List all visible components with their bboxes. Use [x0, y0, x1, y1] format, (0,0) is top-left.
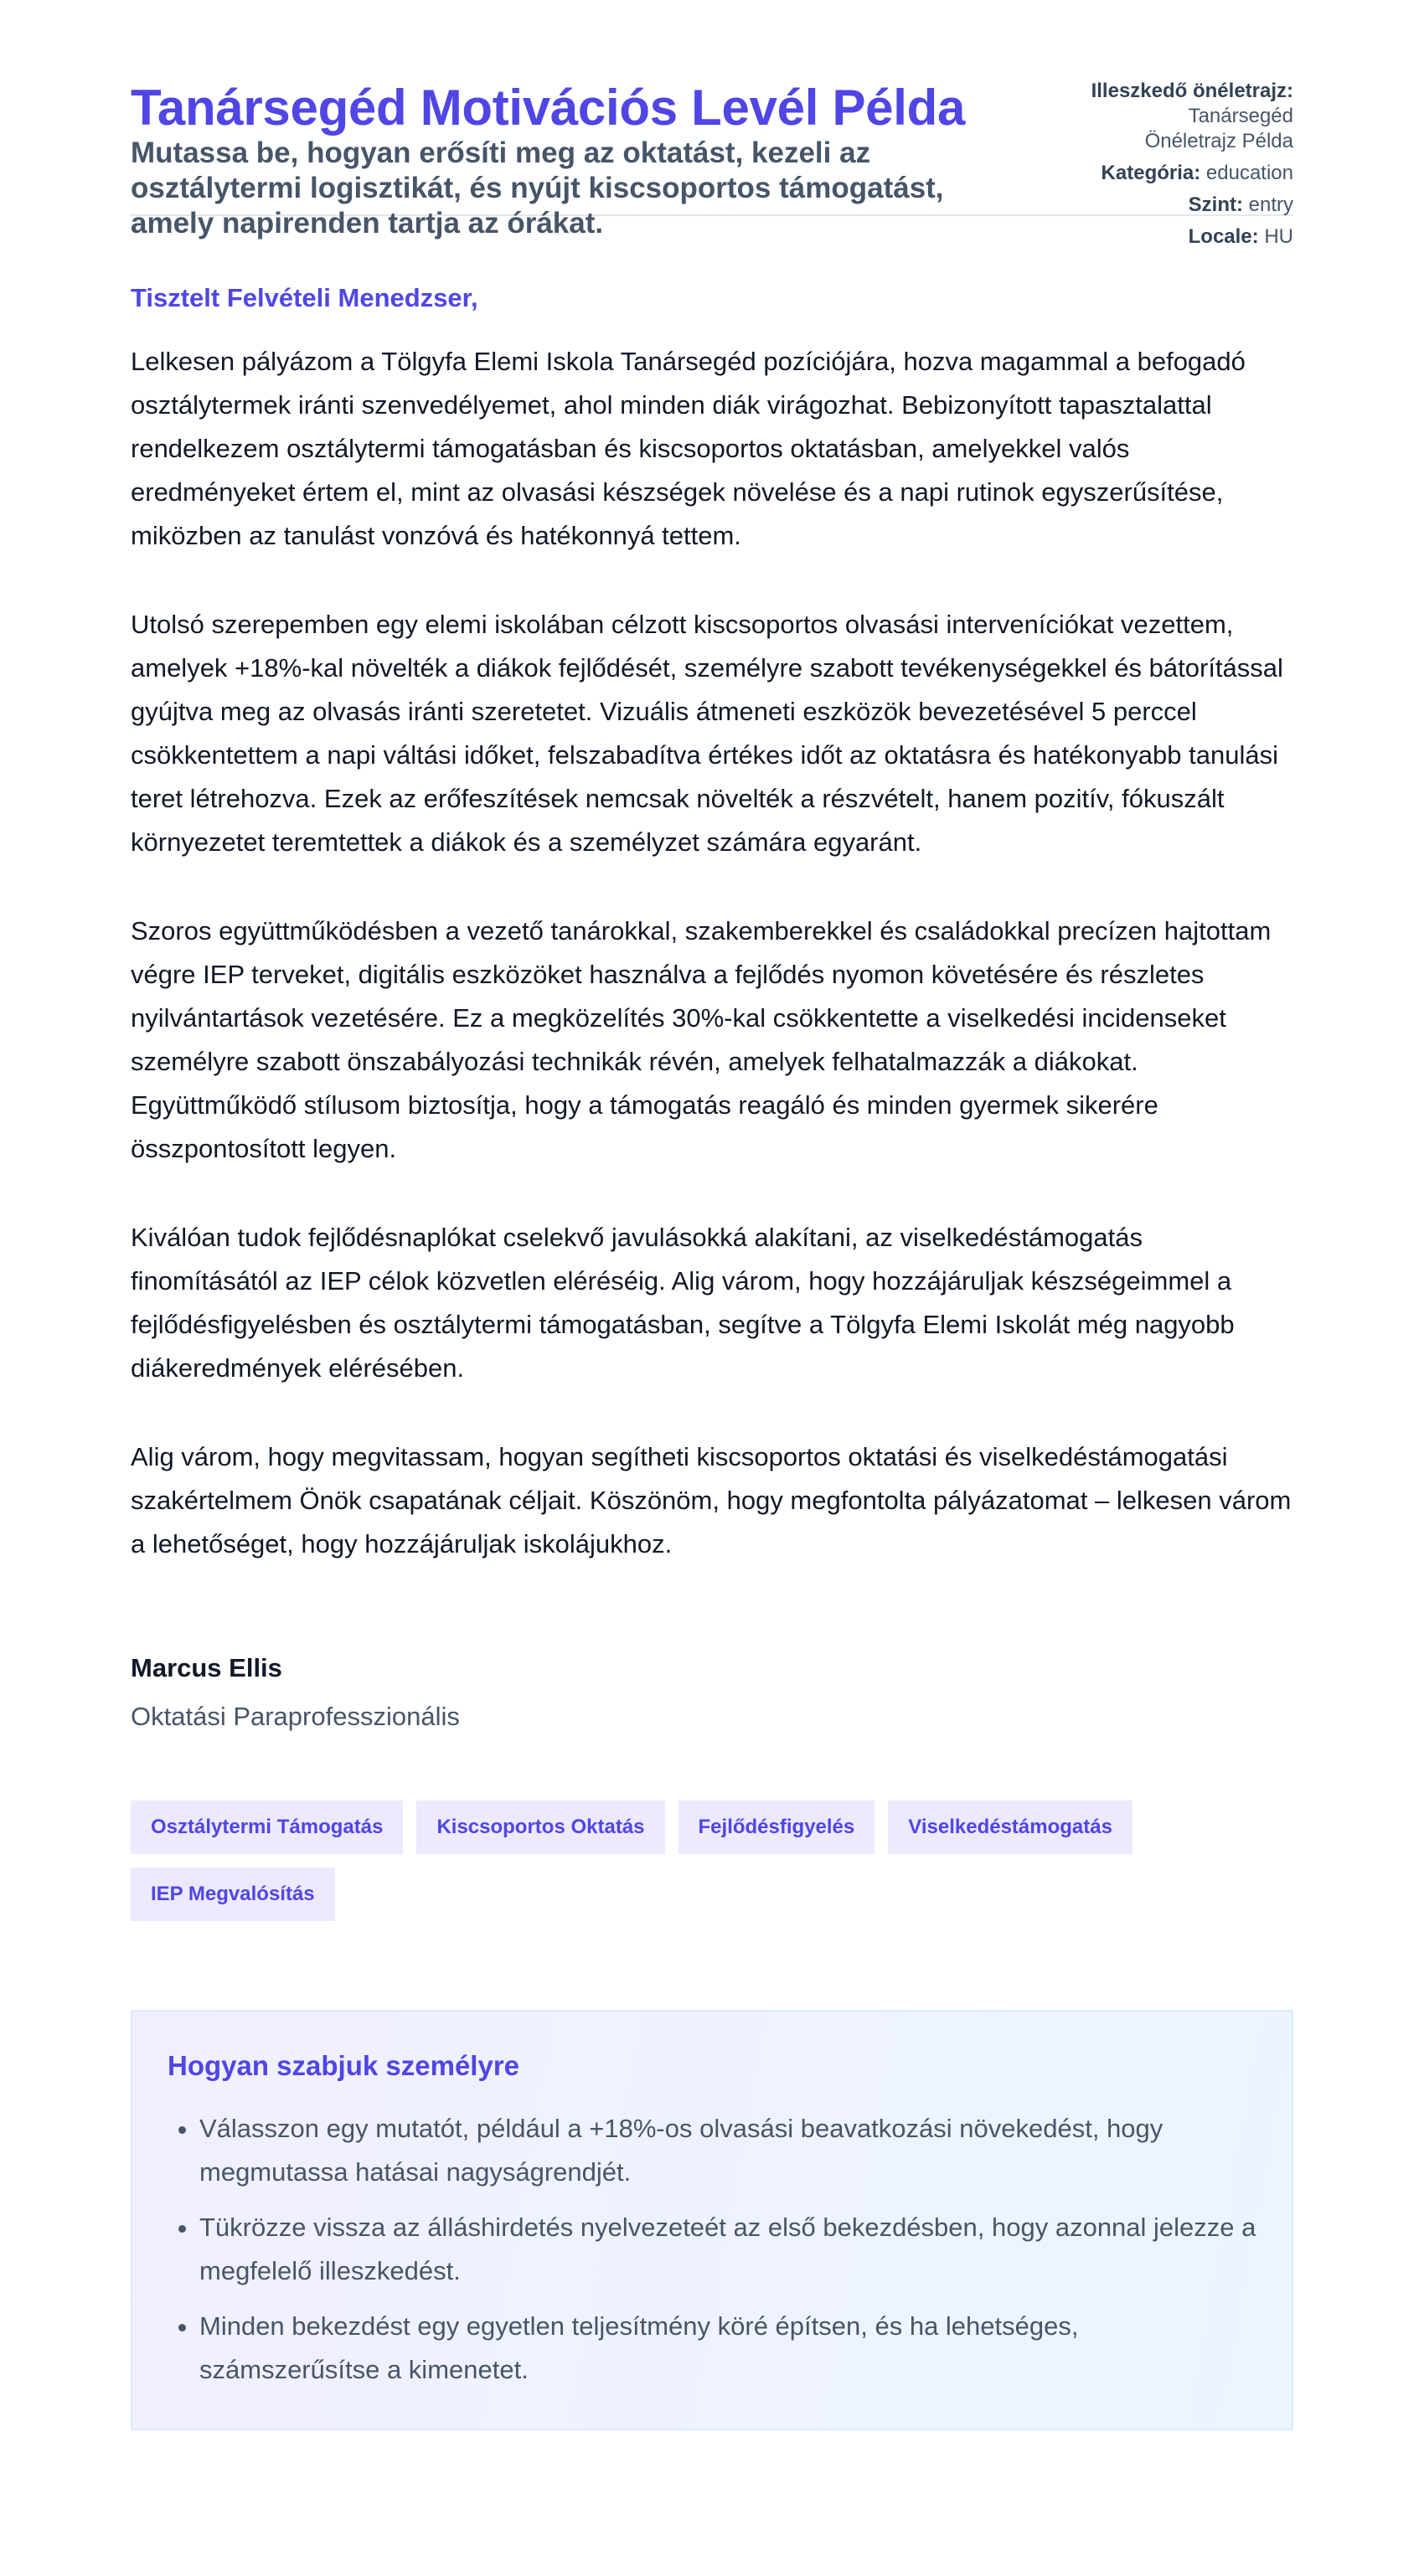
customization-tips — [131, 2010, 1293, 2430]
meta-category-value: education — [1205, 162, 1293, 184]
meta-resume — [958, 79, 1293, 154]
meta-panel — [958, 79, 1293, 256]
page-header — [131, 0, 1293, 248]
meta-category-label: Kategória: — [1101, 162, 1201, 184]
signature-block — [131, 1651, 1293, 1734]
page-title: Tanársegéd Motivációs Levél Példa — [131, 80, 966, 136]
letter-paragraph: Lelkesen pályázom a Tölgyfa Elemi Iskola Tanársegéd pozíciójára, hozva magammal a befogadó osztálytermek iránti szenvedélyemet, ahol minden diák virágozhat. Bebizonyított tapasztalattal rendelkezem osztálytermi támogatásban és kiscsoportos oktatásban, amelyekkel valós eredményeket értem el, mint az olvasási készségek növelése és a napi rutinok egyszerűsítése, miközben az tanulást vonzóvá és hatékonnyá tettem. — [131, 347, 1246, 550]
meta-locale-value: HU — [1264, 225, 1293, 248]
skill-tag: Kiscsoportos Oktatás — [416, 1801, 664, 1854]
meta-category — [958, 161, 1293, 186]
meta-resume-label: Illeszkedő önéletrajz: — [1091, 80, 1293, 102]
meta-level-label: Szint: — [1188, 193, 1243, 216]
skill-tag: Fejlődésfigyelés — [678, 1801, 875, 1854]
skill-tag: Osztálytermi Támogatás — [131, 1801, 403, 1854]
tip-item: • Tükrözze vissza az álláshirdetés nyelvezeteét az első bekezdésben, hogy azonnal jelezze a megfelelő illeszkedést. — [199, 2206, 1258, 2293]
tip-item: • Minden bekezdést egy egyetlen teljesítmény köré építsen, és ha lehetséges, számszerűsítse a kimenetet. — [199, 2305, 1258, 2392]
letter-body — [131, 281, 1293, 1734]
tips-title: Hogyan szabjuk személyre — [168, 2050, 520, 2081]
letter-paragraph: Kiválóan tudok fejlődésnaplókat cselekvő javulásokká alakítani, az viselkedéstámogatás finomításától az IEP célok közvetlen eléréséig. Alig várom, hogy hozzájáruljak készségeimmel a fejlődésfigyelésben és osztálytermi támogatásban, segítve a Tölgyfa Elemi Iskolát még nagyobb diákeredmények elérésében. — [131, 1223, 1235, 1383]
letter-paragraph: Utolsó szerepemben egy elemi iskolában célzott kiscsoportos olvasási interveníciókat vezettem, amelyek +18%-kal növelték a diákok fejlődését, személyre szabott tevékenységekkel és bátorítással gyújtva meg az olvasás iránti szeretetet. Vizuális átmeneti eszközök bevezetésével 5 perccel csökkentettem a napi váltási időket, felszabadítva értékes időt az oktatásra és hatékonyabb tanulási teret létrehozva. Ezek az erőfeszítések nemcsak növelték a részvételt, hanem pozitív, fókuszált környezetet teremtettek a diákok és a személyzet számára egyaránt. — [131, 610, 1283, 857]
tip-item: • Válasszon egy mutatót, például a +18%-os olvasási beavatkozási növekedést, hogy megmutassa hatásai nagyságrendjét. — [199, 2107, 1258, 2194]
letter-paragraph: Szoros együttműködésben a vezető tanárokkal, szakemberekkel és családokkal precízen hajtottam végre IEP terveket, digitális eszközöket használva a fejlődés nyomon követésére és részletes nyilvántartások vezetésére. Ez a megközelítés 30%-kal csökkentette a viselkedési incidenseket személyre szabott önszabályozási technikák révén, amelyek felhatalmazzák a diákokat. Együttműködő stílusom biztosítja, hogy a támogatás reagáló és minden gyermek sikerére összpontosított legyen. — [131, 916, 1272, 1163]
letter-paragraph: Alig várom, hogy megvitassam, hogyan segítheti kiscsoportos oktatási és viselkedéstámogatási szakértelmem Önök csapatának céljait. Köszönöm, hogy megfontolta pályázatomat – lelkesen várom a lehetőséget, hogy hozzájáruljak iskolájukhoz. — [131, 1442, 1292, 1558]
page-subtitle: Mutassa be, hogyan erősíti meg az oktatást, kezeli az osztálytermi logisztikát, és nyújt kiscsoportos támogatást, amely napirenden tartja az órákat. — [131, 137, 944, 240]
meta-level-value: entry — [1248, 193, 1293, 216]
skill-tag: IEP Megvalósítás — [131, 1868, 335, 1921]
tips-list — [168, 2107, 1258, 2392]
meta-locale — [958, 224, 1293, 250]
letter-greeting: Tisztelt Felvételi Menedzser, — [131, 283, 478, 312]
skill-tag: Viselkedéstámogatás — [888, 1801, 1132, 1854]
meta-level — [958, 193, 1293, 218]
meta-resume-value-line1: Tanársegéd — [1188, 105, 1293, 127]
skill-tags — [131, 1801, 1220, 1921]
meta-resume-value-line2: Önéletrajz Példa — [1144, 130, 1293, 152]
signature-title: Oktatási Paraprofesszionális — [131, 1702, 460, 1731]
signature-name: Marcus Ellis — [131, 1653, 282, 1682]
meta-locale-label: Locale: — [1188, 225, 1259, 248]
